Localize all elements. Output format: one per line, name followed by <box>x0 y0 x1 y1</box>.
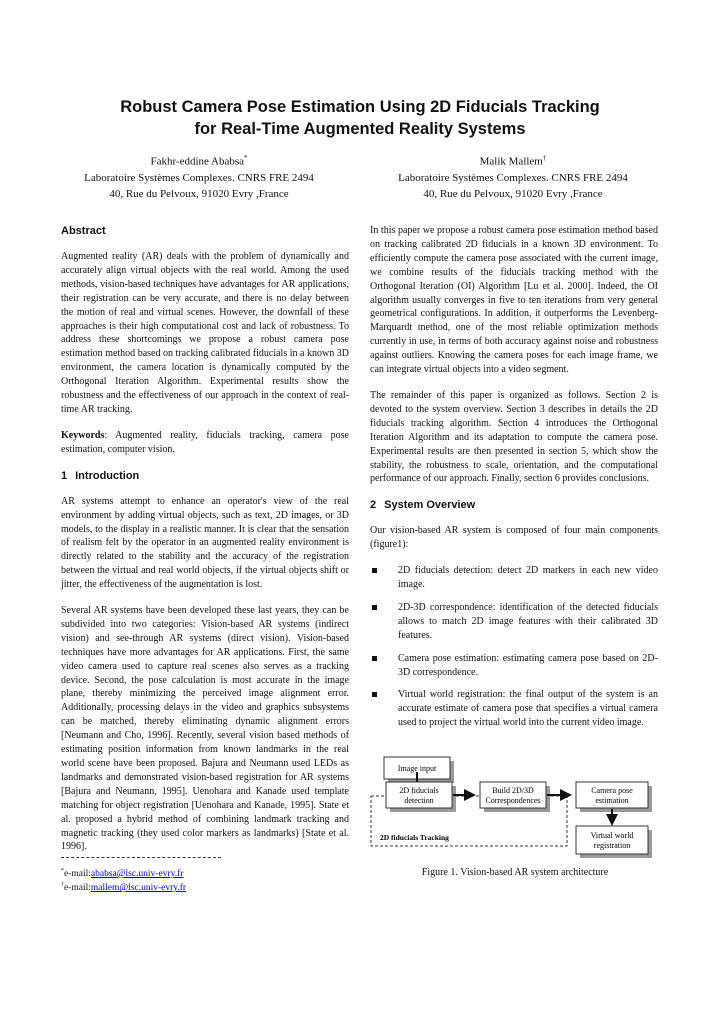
footnote-1 <box>61 866 186 880</box>
intro-paragraph-1: AR systems attempt to enhance an operator's view of the real environment by adding virtual objects, such as text, 2D images, or 3D models, to the display in a realistic manner. It is clear that the sensation of realism felt by the operator in an augmented reality environment is directly related to the stability and the accuracy of the registration between the virtual and real world objects, if the virtual objects shift or jitter, the effectiveness of the augmentation is lost. <box>61 495 349 591</box>
paper-title <box>60 96 660 140</box>
author-affiliation: Laboratoire Systèmes Complexes. CNRS FRE 2494 <box>398 171 628 184</box>
system-overview-heading <box>370 498 658 512</box>
section-title: System Overview <box>384 499 476 512</box>
footnote-rule <box>61 857 221 858</box>
author-address: 40, Rue du Pelvoux, 91020 Evry ,France <box>423 187 603 200</box>
keywords-text: : Augmented reality, fiducials tracking, camera pose estimation, computer vision. <box>61 429 349 455</box>
author-affiliation: Laboratoire Systèmes Complexes. CNRS FRE 2494 <box>84 171 314 184</box>
author-address: 40, Rue du Pelvoux, 91020 Evry ,France <box>109 187 289 200</box>
component-list <box>370 564 658 730</box>
footnote-label: e-mail: <box>64 869 91 880</box>
abstract-text: Augmented reality (AR) deals with the problem of dynamically and accurately align virtual objects with the real world. Among the used methods, vision-based techniques have advantages for AR applications, their registration can be very accurate, and there is no delay between the motion of real and virtual scenes. However, the downfall of these approaches is their high computational cost and lack of robustness. To address these shortcomings we propose a robust camera pose estimation method based on tracking calibrated fiducials in a known 3D environment, the camera location is dynamically computed by the Orthogonal Iteration Algorithm. Experimental results show the robustness and the effectiveness of our approach in the context of real-time AR tracking. <box>61 251 349 415</box>
author-mark: † <box>542 154 547 162</box>
list-item-text: 2D fiducials detection: detect 2D markers in each new video image. <box>398 565 658 591</box>
right-paragraph-1: In this paper we propose a robust camera pose estimation method based on tracking calibrated 2D fiducials in a known 3D environment. To efficiently compute the camera pose associated with the current image, we combine results of the fiducials tracking method with the Orthogonal Iteration (OI) Algorithm [Lu et al. 2000]. Indeed, the OI algorithm usually converges in five to ten iterations from very general geometrical configurations. In addition, it outperforms the Levenberg-Marquardt method, one of the most reliable optimization methods currently in use, in terms of both accuracy against noise and robustness against outliers. Knowing the camera poses for each image frame, we can integrate virtual objects into a video segment. <box>370 225 658 376</box>
intro-paragraph-2: Several AR systems have been developed these last years, they can be subdivided into two categories: Vision-based AR systems (indirect vision) and see-through AR systems (direct vision). Vision-based techniques have more advantages for AR applications. First, the same video camera used to capture real scenes also serves as a tracking device. Second, the pose calculation is most accurate in the image plane, thereby minimizing the perceived image alignment error. Additionally, processing delays in the video and graphics subsystems can be matched, thereby eliminating dynamic alignment errors [Neumann and Cho, 1996]. Recently, several vision based methods of estimating position information from known landmarks in the real world scene have been proposed. Bajura and Neumann used LEDs as landmarks and demonstrated vision-based registration for AR systems [Bajura and Neumann, 1995]. Uenohara and Kanade used template matching for object registration [Uenohara and Kanade, 1995]. State et al. proposed a hybrid method of combining landmark tracking and magnetic tracking (they used color markers as landmarks) [State et al. 1996]. <box>61 605 349 853</box>
pose-label-2: estimation <box>595 796 629 805</box>
title-line-2: for Real-Time Augmented Reality Systems <box>194 120 526 138</box>
build-label-2: Correspondences <box>485 796 541 805</box>
pose-label-1: Camera pose <box>591 786 633 795</box>
intro-heading <box>61 469 349 483</box>
list-item <box>370 688 658 730</box>
right-column <box>370 224 658 739</box>
list-item <box>370 601 658 643</box>
author-mark: * <box>244 154 248 162</box>
author-name: Malik Mallem <box>479 155 543 168</box>
keywords-label: Keywords <box>61 429 105 441</box>
footnote-mark: * <box>61 868 64 874</box>
detection-label-2: detection <box>404 796 434 805</box>
footnote-mark: † <box>61 882 64 889</box>
bullet-square-icon <box>372 605 377 610</box>
list-item <box>370 652 658 680</box>
list-item <box>370 564 658 592</box>
bullet-square-icon <box>372 656 377 661</box>
virtual-label-2: registration <box>593 841 631 850</box>
list-item-text: Virtual world registration: the final output of the system is an accurate estimate of camera pose that specifies a virtual camera used to project the virtual world into the current video image. <box>398 689 658 729</box>
footnote-2 <box>61 880 186 894</box>
title-line-1: Robust Camera Pose Estimation Using 2D Fiducials Tracking <box>120 98 600 116</box>
footnotes <box>61 866 186 894</box>
image-input-label: Image input <box>397 764 437 773</box>
section-number: 1 <box>61 469 68 482</box>
left-column <box>61 224 349 866</box>
figure-caption: Figure 1. Vision-based AR system architecture <box>421 867 609 878</box>
author-name: Fakhr-eddine Ababsa <box>150 155 245 168</box>
virtual-label-1: Virtual world <box>590 831 634 840</box>
list-item-text: Camera pose estimation: estimating camera pose based on 2D-3D correspondence. <box>398 652 658 678</box>
detection-label-1: 2D fiducials <box>399 786 439 795</box>
system-intro: Our vision-based AR system is composed of four main components (figure1): <box>370 525 658 551</box>
list-item-text: 2D-3D correspondence: identification of the detected fiducials allows to match 2D image features with their calibrated 3D features. <box>398 601 658 641</box>
section-title: Introduction <box>75 469 140 482</box>
abstract-heading: Abstract <box>61 225 106 237</box>
bullet-square-icon <box>372 692 377 697</box>
right-paragraph-2: The remainder of this paper is organized as follows. Section 2 is devoted to the system overview. Section 3 describes in details the 2D fiducials tracking algorithm. Section 4 introduces the Orthogonal Iteration Algorithm and its adaptation to compute the camera pose. Experimental results are then presented in section 5, which show the stability, the robustness to scale, orientation, and the computational performance of our approach. Finally, section 6 provides conclusions. <box>370 389 658 485</box>
build-label-1: Build 2D/3D <box>492 786 534 795</box>
email-link[interactable]: mallem@lsc.univ-evry.fr <box>90 883 187 894</box>
email-link[interactable]: ababsa@lsc.univ-evry.fr <box>90 869 184 880</box>
keywords <box>61 429 349 457</box>
footnote-label: e-mail: <box>64 883 91 894</box>
bullet-square-icon <box>372 568 377 573</box>
section-number: 2 <box>370 499 377 512</box>
tracking-group-label: 2D fiducials Tracking <box>380 833 449 842</box>
author-block-2 <box>368 150 658 202</box>
author-block-1 <box>54 150 344 202</box>
